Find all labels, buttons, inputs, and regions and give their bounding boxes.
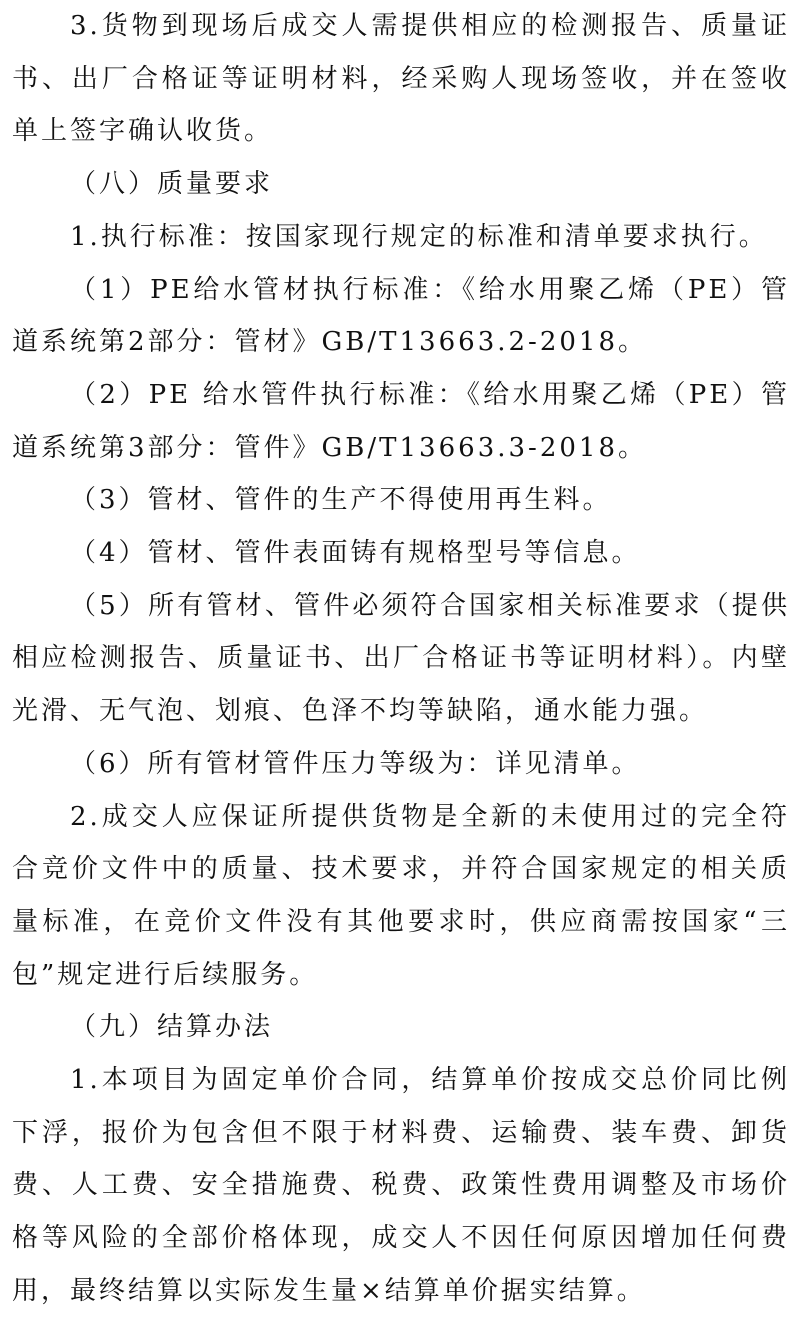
paragraph-pressure-rating: （6）所有管材管件压力等级为：详见清单。	[70, 748, 641, 779]
paragraph-compliance-requirements: （5）所有管材、管件必须符合国家相关标准要求（提供相应检测报告、质量证书、出厂合格证书等证明材料）。内壁光滑、无气泡、划痕、色泽不均等缺陷，通水能力强。	[12, 590, 790, 727]
paragraph-delivery-documents: 3.货物到现场后成交人需提供相应的检测报告、质量证书、出厂合格证等证明材料，经采购人现场签收，并在签收单上签字确认收货。	[12, 11, 790, 147]
paragraph-surface-marking: （4）管材、管件表面铸有规格型号等信息。	[70, 538, 641, 569]
paragraph-no-recycled-material: （3）管材、管件的生产不得使用再生料。	[70, 485, 612, 516]
paragraph-execution-standards: 1.执行标准：按国家现行规定的标准和清单要求执行。	[70, 221, 768, 252]
paragraph-pe-pipe-standard: （1）PE给水管材执行标准：《给水用聚乙烯（PE）管道系统第2部分：管材》GB/T13663.2-2018。	[12, 274, 790, 358]
section-heading-quality-requirements: （八）质量要求	[70, 169, 274, 200]
paragraph-fixed-unit-price: 1.本项目为固定单价合同，结算单价按成交总价同比例下浮，报价为包含但不限于材料费、运输费、装车费、卸货费、人工费、安全措施费、税费、政策性费用调整及市场价格等风险的全部价格体现，成交人不因任何原因增加任何费用，最终结算以实际发生量×结算单价据实结算。	[12, 1065, 790, 1306]
paragraph-new-goods-guarantee: 2.成交人应保证所提供货物是全新的未使用过的完全符合竞价文件中的质量、技术要求，并符合国家规定的相关质量标准，在竞价文件没有其他要求时，供应商需按国家“三包”规定进行后续服务。	[12, 801, 790, 990]
paragraph-pe-fitting-standard: （2）PE 给水管件执行标准：《给水用聚乙烯（PE）管道系统第3部分：管件》GB/T13663.3-2018。	[12, 379, 790, 463]
section-heading-settlement-method: （九）结算办法	[70, 1012, 274, 1043]
